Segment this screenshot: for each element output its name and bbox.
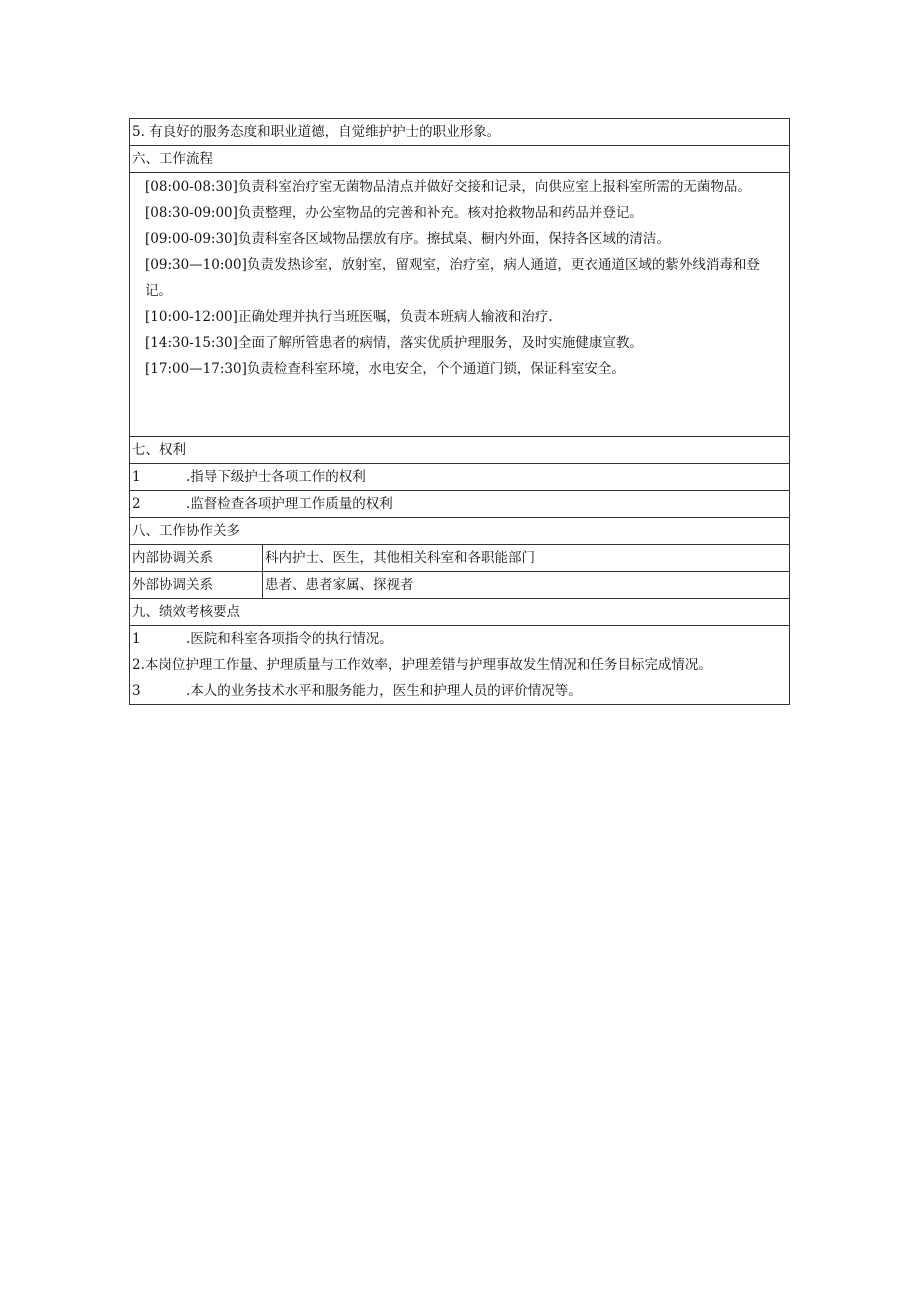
workflow-item: [08:30-09:00]负责整理，办公室物品的完善和补充。核对抢救物品和药品并登记。 [145,205,643,221]
section-7-title: 七、权利 [130,437,789,464]
rights-item-2 [130,491,789,518]
coordination-value: 患者、患者家属、探视者 [265,577,414,593]
coordination-label: 内部协调关系 [130,545,263,571]
external-coordination-row [130,572,789,599]
workflow-item: [09:30—10:00]负责发热诊室，放射室，留观室，治疗室，病人通道，更衣通道区域的紫外线消毒和登记。 [145,257,760,299]
section-6-title: 六、工作流程 [130,146,789,173]
coordination-label: 外部协调关系 [130,572,263,598]
performance-item-text: .医院和科室各项指令的执行情况。 [186,631,393,647]
duty-item-5: 5. 有良好的服务态度和职业道德，自觉维护护士的职业形象。 [130,119,789,146]
performance-item-text: .本人的业务技术水平和服务能力，医生和护理人员的评价情况等。 [186,683,582,699]
coordination-value: 科内护士、医生，其他相关科室和各职能部门 [265,550,535,566]
rights-item-text: .指导下级护士各项工作的权利 [186,469,366,485]
rights-item-number: 1 [132,469,141,485]
workflow-item: [17:00—17:30]负责检查科室环境，水电安全，个个通道门锁，保证科室安全。 [145,361,625,377]
internal-coordination-row [130,545,789,572]
section-8-title: 八、工作协作关多 [130,518,789,545]
workflow-item: [09:00-09:30]负责科室各区域物品摆放有序。擦拭桌、橱内外面，保持各区域的清洁。 [145,231,670,247]
job-description-table [129,118,790,705]
section-9-title: 九、绩效考核要点 [130,599,789,626]
workflow-item: [08:00-08:30]负责科室治疗室无菌物品清点并做好交接和记录，向供应室上报科室所需的无菌物品。 [145,179,751,195]
performance-item-2: 2.本岗位护理工作量、护理质量与工作效率，护理差错与护理事故发生情况和任务目标完成情况。 [132,657,712,673]
performance-item-number: 3 [132,683,141,699]
rights-item-text: .监督检查各项护理工作质量的权利 [186,496,393,512]
workflow-section [130,173,789,437]
workflow-item: [14:30-15:30]全面了解所管患者的病情，落实优质护理服务，及时实施健康宣教。 [145,335,643,351]
workflow-item: [10:00-12:00]正确处理并执行当班医嘱，负责本班病人输液和治疗. [145,309,553,325]
rights-item-1 [130,464,789,491]
performance-points [130,626,789,704]
rights-item-number: 2 [132,496,141,512]
performance-item-3 [130,678,789,704]
performance-item-1 [130,626,789,652]
performance-item-number: 1 [132,631,141,647]
